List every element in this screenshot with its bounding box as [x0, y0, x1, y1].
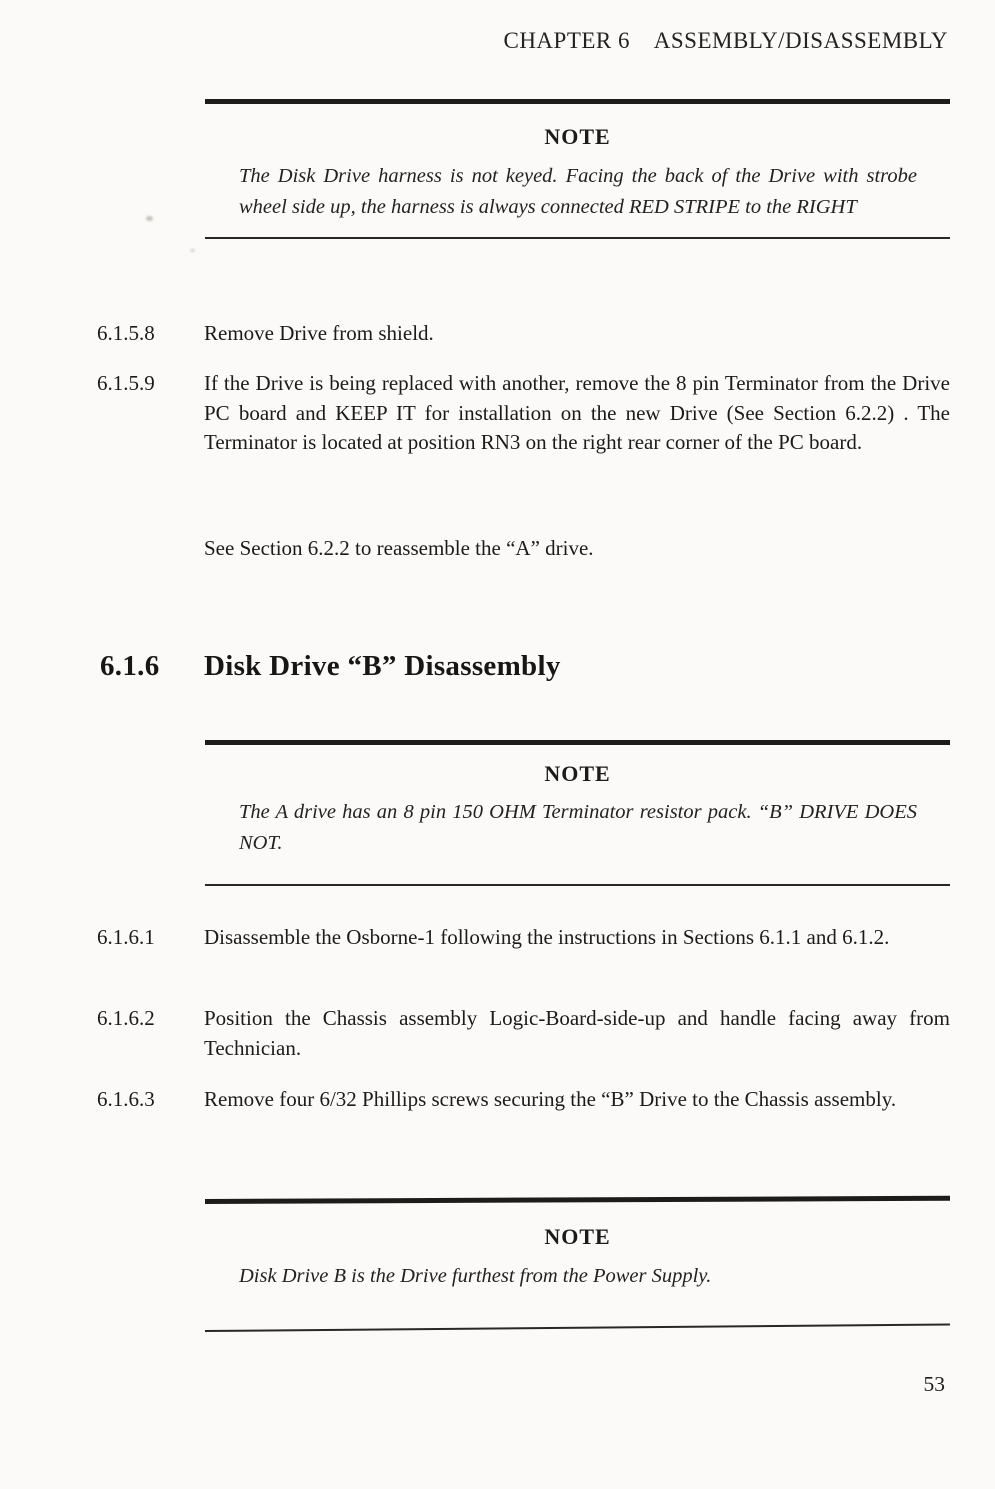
reassemble-note: See Section 6.2.2 to reassemble the “A” drive. — [204, 536, 594, 560]
note3-text: Disk Drive B is the Drive furthest from the Power Supply. — [239, 1265, 712, 1287]
running-header: CHAPTER 6 ASSEMBLY/DISASSEMBLY — [503, 28, 948, 53]
step-6-1-6-3 — [97, 1085, 950, 1115]
note2-label: NOTE — [544, 761, 611, 786]
step-6-1-5-9 — [97, 369, 950, 458]
step-number: 6.1.6.1 — [97, 925, 155, 949]
step-number: 6.1.6.3 — [97, 1087, 155, 1111]
scan-speckle — [146, 216, 153, 221]
scan-speckle — [190, 249, 195, 252]
step-text: Remove four 6/32 Phillips screws securing the “B” Drive to the Chassis assembly. — [204, 1087, 897, 1111]
page-number: 53 — [923, 1372, 945, 1396]
step-number: 6.1.5.8 — [97, 321, 155, 345]
note2-bottom-rule — [205, 884, 950, 886]
step-number: 6.1.5.9 — [97, 371, 155, 395]
note2-top-rule — [205, 740, 950, 745]
note2-text: The A drive has an 8 pin 150 OHM Terminator resistor pack. “B” DRIVE DOES NOT. — [239, 801, 917, 854]
step-number: 6.1.6.2 — [97, 1006, 155, 1030]
note1-top-rule — [205, 99, 950, 104]
step-text: Disassemble the Osborne-1 following the instructions in Sections 6.1.1 and 6.1.2. — [204, 925, 890, 949]
section-title: Disk Drive “B” Disassembly — [204, 650, 561, 682]
step-text: If the Drive is being replaced with another, remove the 8 pin Terminator from the Drive PC board and KEEP IT for installation on the new Drive (See Section 6.2.2) . The Terminator is located at position RN3 on the right rear corner of the PC board. — [204, 371, 950, 454]
note1-bottom-rule — [205, 237, 950, 239]
note3-bottom-rule — [205, 1323, 950, 1332]
note1-text: The Disk Drive harness is not keyed. Facing the back of the Drive with strobe wheel side up, the harness is always connected RED STRIPE to the RIGHT — [239, 165, 917, 218]
step-6-1-6-2 — [97, 1004, 950, 1063]
note3-label: NOTE — [544, 1224, 611, 1249]
step-6-1-5-8 — [97, 319, 950, 349]
note1-label: NOTE — [544, 124, 611, 149]
section-number: 6.1.6 — [100, 650, 160, 682]
step-6-1-6-1 — [97, 923, 950, 953]
step-text: Remove Drive from shield. — [204, 321, 434, 345]
step-text: Position the Chassis assembly Logic-Board-side-up and handle facing away from Technician. — [204, 1006, 950, 1060]
section-heading-6-1-6 — [100, 650, 960, 683]
note3-top-rule — [205, 1196, 950, 1204]
